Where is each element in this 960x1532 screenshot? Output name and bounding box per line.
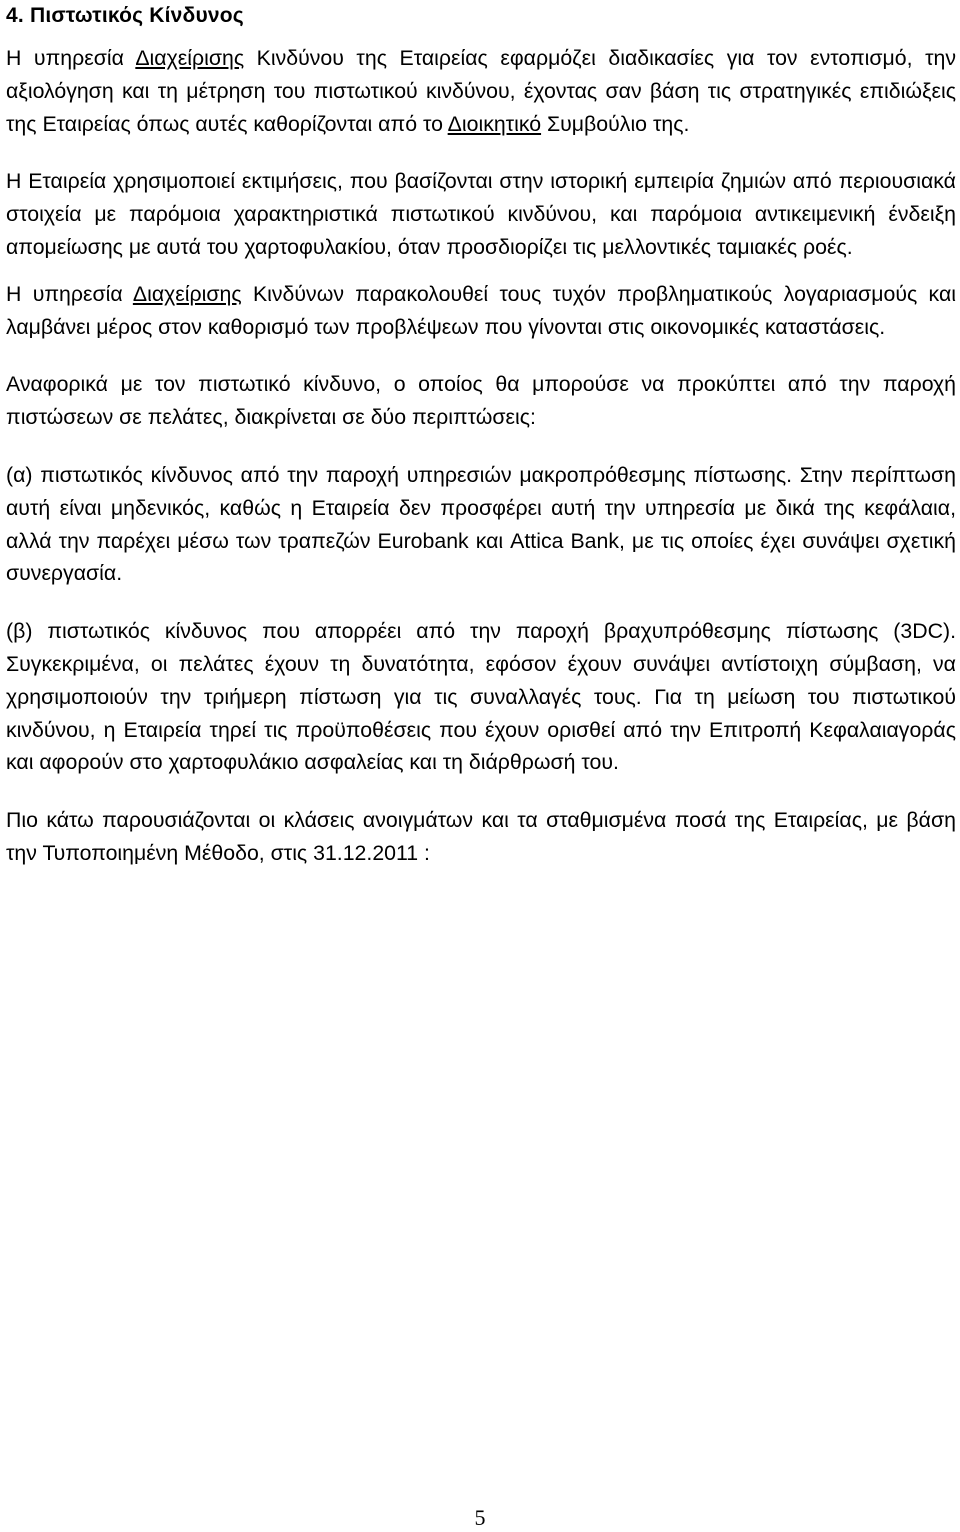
paragraph-text: Κινδύνου της Εταιρείας εφαρμόζει διαδικασίες για τον εντοπισμό, την αξιολόγηση και τη μέτρηση του πιστωτικού κινδύνου, έχοντας σαν βάση τις στρατηγικές επιδιώξεις της Εταιρείας όπως αυτές καθορίζονται από το xyxy=(6,46,957,136)
paragraph-text: Κινδύνων παρακολουθεί τους τυχόν προβληματικούς λογαριασμούς και λαμβάνει μέρος στον καθορισμό των προβλέψεων που γίνονται στις οικονομικές καταστάσεις. xyxy=(6,281,956,339)
paragraph-text: Η υπηρεσία xyxy=(6,46,136,70)
underlined-term: Διοικητικό xyxy=(447,111,542,136)
paragraph-text: Συμβούλιο της. xyxy=(541,111,690,136)
underlined-term: Διαχείρισης xyxy=(132,281,242,306)
underlined-term: Διαχείρισης xyxy=(135,46,245,70)
paragraph-exposure-classes: Πιο κάτω παρουσιάζονται οι κλάσεις ανοιγμάτων και τα σταθμισμένα ποσά της Εταιρείας, με βάση την Τυποποιημένη Μέθοδο, στις 31.12.2011 : xyxy=(6,808,956,865)
paragraph-monitoring xyxy=(6,278,956,344)
paragraph-estimates: Η Εταιρεία χρησιμοποιεί εκτιμήσεις, που βασίζονται στην ιστορική εμπειρία ζημιών από περιουσιακά στοιχεία με παρόμοια χαρακτηριστικά πιστωτικού κινδύνου, και παρόμοια αντικειμενική ένδειξη απομείωσης με αυτά του χαρτοφυλακίου, όταν προσδιορίζει τις μελλοντικές ταμιακές ροές. xyxy=(6,169,956,259)
section-heading: 4. Πιστωτικός Κίνδυνος xyxy=(6,4,244,27)
page-number: 5 xyxy=(474,1505,486,1530)
paragraph-risk-management-service xyxy=(6,42,956,140)
paragraph-case-a: (α) πιστωτικός κίνδυνος από την παροχή υπηρεσιών μακροπρόθεσμης πίστωσης. Στην περίπτωση αυτή είναι μηδενικός, καθώς η Εταιρεία δεν προσφέρει αυτή την υπηρεσία με δικά της κεφάλαια, αλλά την παρέχει μέσω των τραπεζών Eurobank και Attica Bank, με τις οποίες έχει συνάψει σχετική συνεργασία. xyxy=(6,462,956,586)
paragraph-case-b: (β) πιστωτικός κίνδυνος που απορρέει από την παροχή βραχυπρόθεσμης πίστωσης (3DC). Συγκεκριμένα, οι πελάτες έχουν τη δυνατότητα, εφόσον έχουν συνάψει αντίστοιχη σύμβαση, να χρησιμοποιούν την τριήμερη πίστωση για τις συναλλαγές τους. Για τη μείωση του πιστωτικού κινδύνου, η Εταιρεία τηρεί τις προϋποθέσεις που έχουν ορισθεί από την Επιτροπή Κεφαλαιαγοράς και αφορούν στο χαρτοφυλάκιο ασφαλείας και τη διάρθρωσή του. xyxy=(6,619,956,775)
document-page xyxy=(6,0,956,870)
paragraph-text: Η υπηρεσία xyxy=(6,281,133,306)
paragraph-credit-cases: Αναφορικά με τον πιστωτικό κίνδυνο, ο οποίος θα μπορούσε να προκύπτει από την παροχή πιστώσεων σε πελάτες, διακρίνεται σε δύο περιπτώσεις: xyxy=(6,372,956,430)
